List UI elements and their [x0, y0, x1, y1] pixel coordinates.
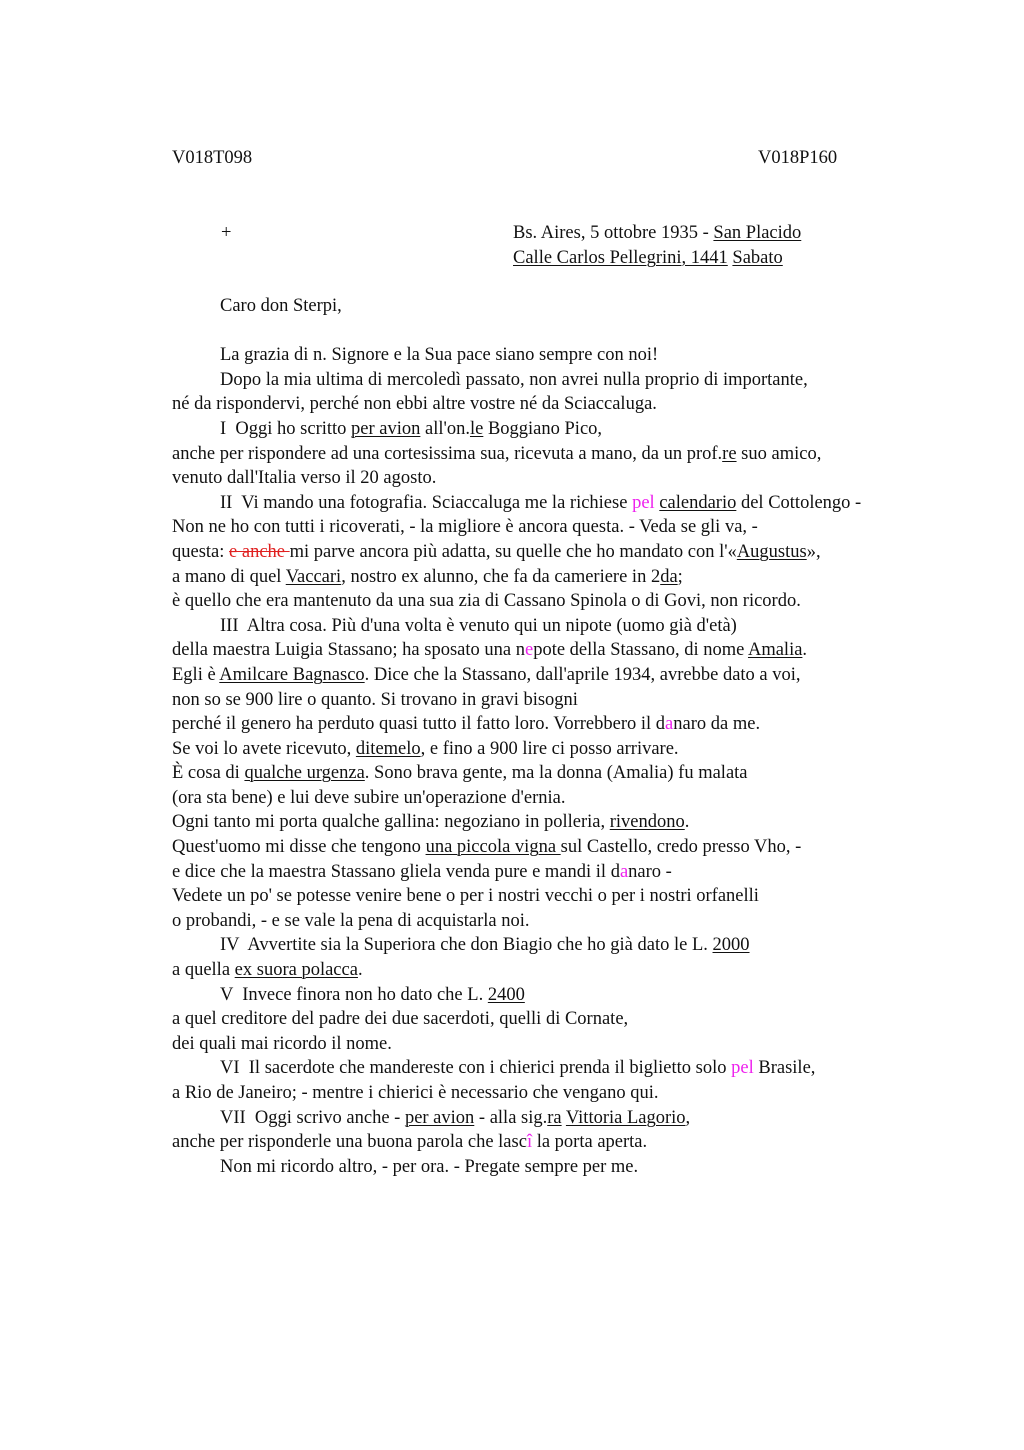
underlined-text: 2000 [712, 935, 750, 956]
letter-line: (ora sta bene) e lui deve subire un'operazione d'ernia. [172, 787, 566, 808]
text-segment: II Vi mando una fotografia. Sciaccaluga me la richiese [220, 492, 633, 513]
saint-name: San Placido [713, 223, 802, 243]
place-date-block [513, 221, 801, 270]
text-segment: naro - [628, 861, 672, 882]
letter-line [172, 638, 972, 663]
highlighted-text: î [526, 1132, 533, 1153]
letter-body [172, 294, 972, 1179]
text-segment: questa: [172, 541, 230, 562]
text-segment: Ogni tanto mi porta qualche gallina: negoziano in polleria, [172, 812, 610, 833]
letter-line [172, 958, 972, 983]
letter-line [172, 663, 972, 688]
text-segment: e dice che la maestra Stassano gliela venda pure e mandi il d [172, 861, 620, 882]
underlined-text: calendario [659, 492, 737, 513]
letter-line [172, 761, 972, 786]
document-ref-right: V018P160 [758, 148, 838, 168]
letter-line [172, 933, 972, 958]
highlighted-text: pel [632, 492, 655, 513]
text-segment: È cosa di [172, 763, 245, 784]
letter-line [172, 540, 972, 565]
underlined-text: qualche urgenza [244, 763, 365, 784]
weekday: Sabato [732, 247, 783, 268]
text-segment: . [684, 812, 690, 833]
letter-line: Vedete un po' se potesse venire bene o per i nostri vecchi o per i nostri orfanelli [172, 886, 759, 907]
underlined-text: ex suora polacca [234, 960, 358, 981]
underlined-text: una piccola vigna [425, 837, 561, 858]
underlined-text: 2400 [487, 984, 525, 1005]
text-segment: IV Avvertite sia la Superiora che don Biagio che ho già dato le L. [220, 935, 713, 956]
letter-line [172, 712, 972, 737]
place-date-text: Bs. Aires, 5 ottobre 1935 - [513, 223, 714, 243]
deleted-text: e anche [229, 541, 290, 562]
text-segment: , nostro ex alunno, che fa da cameriere in 2 [341, 566, 661, 587]
letter-line: né da rispondervi, perché non ebbi altre vostre né da Sciaccaluga. [172, 394, 657, 415]
text-segment: - alla sig. [474, 1107, 548, 1128]
letter-line [172, 1130, 972, 1155]
highlighted-text: e [524, 640, 534, 661]
letter-line [172, 565, 972, 590]
underlined-text: per avion [404, 1107, 475, 1128]
text-segment: VI Il sacerdote che mandereste con i chierici prenda il biglietto solo [220, 1058, 732, 1079]
text-segment: . [357, 960, 363, 981]
text-segment: naro da me. [673, 714, 761, 735]
text-segment: . Sono brava gente, ma la donna (Amalia) fu malata [364, 763, 748, 784]
letter-line: III Altra cosa. Più d'una volta è venuto qui un nipote (uomo già d'età) [220, 615, 737, 636]
underlined-text: Augustus [736, 541, 807, 562]
letter-line: a quel creditore del padre dei due sacerdoti, quelli di Cornate, [172, 1009, 629, 1030]
text-segment: I Oggi ho scritto [220, 418, 352, 439]
underlined-text: Amalia [747, 640, 803, 661]
text-segment: del Cottolengo - [736, 492, 862, 513]
text-segment: . [802, 640, 808, 661]
text-segment: la porta aperta. [532, 1132, 648, 1153]
letter-line: Dopo la mia ultima di mercoledì passato, non avrei nulla proprio di importante, [220, 369, 808, 390]
text-segment: V Invece finora non ho dato che L. [220, 984, 488, 1005]
letter-line [172, 1106, 972, 1131]
text-segment: Egli è [172, 664, 220, 685]
address: Calle Carlos Pellegrini, 1441 [513, 247, 728, 268]
underlined-text: per avion [351, 418, 421, 439]
letter-line [172, 810, 972, 835]
underlined-text: Vittoria Lagorio [565, 1107, 686, 1128]
letter-line [172, 860, 972, 885]
text-segment: mi parve ancora più adatta, su quelle che ho mandato con l'« [289, 541, 737, 562]
text-segment: sul Castello, credo presso Vho, - [560, 837, 802, 858]
text-segment: Boggiano Pico, [483, 418, 603, 439]
document-ref-left: V018T098 [172, 148, 253, 168]
text-segment: all'on. [420, 418, 470, 439]
spacer [172, 319, 972, 344]
text-segment: . Dice che la Stassano, dall'aprile 1934, avrebbe dato a voi, [364, 664, 801, 685]
underlined-text: da [660, 566, 678, 587]
text-segment: , [685, 1107, 691, 1128]
letter-line [172, 835, 972, 860]
salutation: Caro don Sterpi, [220, 296, 342, 316]
closing-line: Non mi ricordo altro, - per ora. - Pregate sempre per me. [220, 1156, 639, 1177]
letter-line: Non ne ho con tutti i ricoverati, - la migliore è ancora questa. - Veda se gli va, - [172, 517, 758, 538]
underlined-text: Amilcare Bagnasco [219, 664, 365, 685]
letter-line [172, 983, 972, 1008]
letter-line: a Rio de Janeiro; - mentre i chierici è necessario che vengano qui. [172, 1083, 659, 1103]
text-segment: pote della Stassano, di nome [533, 640, 748, 661]
letter-line [172, 417, 972, 442]
text-segment: suo amico, [736, 443, 822, 464]
text-segment: Brasile, [753, 1058, 816, 1079]
letter-line [172, 491, 972, 516]
text-segment: , e fino a 900 lire ci posso arrivare. [420, 738, 679, 759]
letter-line [172, 442, 972, 467]
highlighted-text: pel [731, 1058, 754, 1079]
letter-line [172, 737, 972, 762]
highlighted-text: a [665, 714, 674, 735]
letter-line: La grazia di n. Signore e la Sua pace siano sempre con noi! [220, 345, 659, 366]
text-segment: anche per risponderle una buona parola che lasc [172, 1132, 527, 1153]
text-segment: perché il genero ha perduto quasi tutto il fatto loro. Vorrebbero il d [172, 714, 666, 735]
underlined-text: ra [547, 1107, 562, 1128]
underlined-text: le [469, 418, 484, 439]
letter-line: non so se 900 lire o quanto. Si trovano in gravi bisogni [172, 689, 578, 710]
underlined-text: Vaccari [285, 566, 342, 587]
text-segment: ; [677, 566, 683, 587]
address-line [513, 246, 801, 271]
text-segment: Quest'uomo mi disse che tengono [172, 837, 426, 858]
text-segment: a mano di quel [172, 566, 286, 587]
place-date-line [513, 221, 801, 246]
underlined-text: re [722, 443, 737, 464]
text-segment: VII Oggi scrivo anche - [220, 1107, 405, 1128]
letter-line: dei quali mai ricordo il nome. [172, 1033, 392, 1054]
text-segment: anche per rispondere ad una cortesissima sua, ricevuta a mano, da un prof. [172, 443, 723, 464]
underlined-text: ditemelo [355, 738, 421, 759]
underlined-text: rivendono [609, 812, 685, 833]
letter-line [172, 1056, 972, 1081]
highlighted-text: a [619, 861, 629, 882]
text-segment: a quella [172, 960, 235, 981]
letter-line: è quello che era mantenuto da una sua zia di Cassano Spinola o di Govi, non ricordo. [172, 591, 801, 612]
letter-line: o probandi, - e se vale la pena di acquistarla noi. [172, 910, 530, 931]
text-segment: Se voi lo avete ricevuto, [172, 738, 356, 759]
text-segment: della maestra Luigia Stassano; ha sposato una n [172, 640, 525, 661]
text-segment: », [806, 541, 821, 562]
cross-mark: + [221, 223, 232, 243]
letter-line: venuto dall'Italia verso il 20 agosto. [172, 468, 437, 489]
